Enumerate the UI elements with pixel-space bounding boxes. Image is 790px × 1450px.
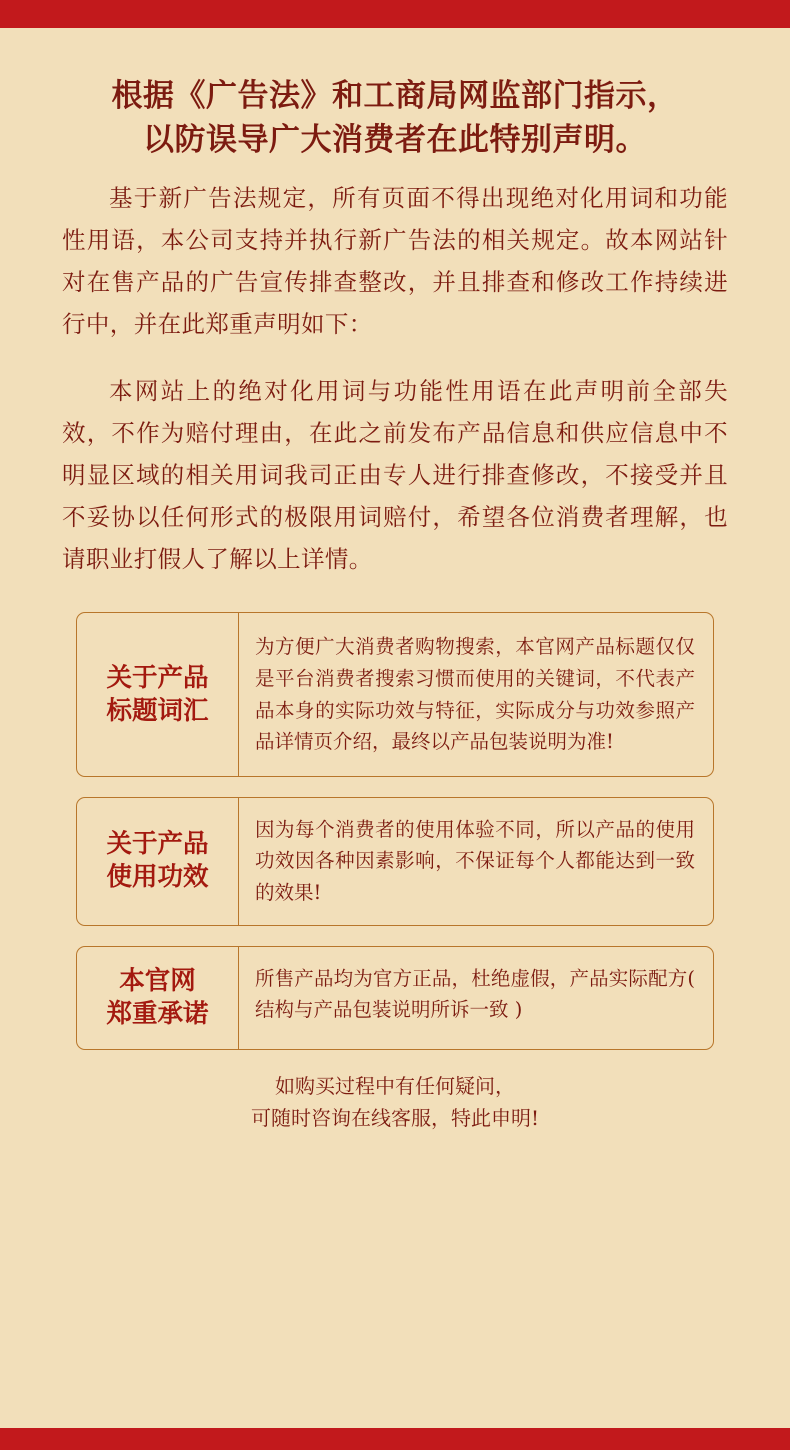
- footer-note-line-2: 可随时咨询在线客服，特此申明!: [250, 1105, 540, 1130]
- page-title-line-2: 以防误导广大消费者在此特别声明。: [143, 122, 647, 159]
- notice-card-label-product-title: [77, 613, 239, 775]
- page-title-line-1: 根据《广告法》和工商局网监部门指示，: [111, 78, 679, 114]
- disclaimer-sheet: [0, 28, 790, 1428]
- notice-card-product-efficacy: [76, 797, 714, 926]
- notice-card-label-line-2: 使用功效: [106, 862, 209, 893]
- notice-card-text-product-efficacy: 因为每个消费者的使用体验不同，所以产品的使用功效因各种因素影响，不保证每个人都能达到一致的效果!: [255, 817, 695, 904]
- notice-card-label-line-2: 标题词汇: [106, 695, 209, 726]
- paragraph-regulation-basis: 基于新广告法规定，所有页面不得出现绝对化用词和功能性用语，本公司支持并执行新广告法的相关规定。故本网站针对在售产品的广告宣传排查整改，并且排查和修改工作持续进行中，并在此郑重声明如下：: [62, 184, 728, 338]
- notice-card-label-line-2: 郑重承诺: [106, 998, 209, 1029]
- notice-card-label-official-promise: [77, 947, 239, 1049]
- notice-card-text-official-promise: 所售产品均为官方正品，杜绝虚假，产品实际配方( 结构与产品包装说明所诉一致 ): [255, 966, 695, 1022]
- page-title: [62, 74, 728, 162]
- content-area: [0, 28, 790, 1134]
- notice-card-label-line-1: 关于产品: [106, 662, 209, 693]
- notice-card-label-line-1: 关于产品: [106, 829, 209, 860]
- notice-card-label-line-1: 本官网: [119, 965, 196, 996]
- notice-card-official-promise: [76, 946, 714, 1050]
- paragraph-statement-body: 本网站上的绝对化用词与功能性用语在此声明前全部失效，不作为赔付理由，在此之前发布产品信息和供应信息中不明显区域的相关用词我司正由专人进行排查修改，不接受并且不妥协以任何形式的极限用词赔付，希望各位消费者理解，也请职业打假人了解以上详情。: [62, 377, 728, 573]
- notice-card-product-title: [76, 612, 714, 776]
- footer-note: [62, 1070, 728, 1134]
- footer-note-line-1: 如购买过程中有任何疑问，: [275, 1073, 515, 1098]
- notice-card-label-product-efficacy: [77, 798, 239, 925]
- notice-card-text-product-title: 为方便广大消费者购物搜索，本官网产品标题仅仅是平台消费者搜索习惯而使用的关键词，不代表产品本身的实际功效与特征，实际成分与功效参照产品详情页介绍，最终以产品包装说明为准!: [255, 635, 695, 754]
- notice-card-list: [62, 612, 728, 1049]
